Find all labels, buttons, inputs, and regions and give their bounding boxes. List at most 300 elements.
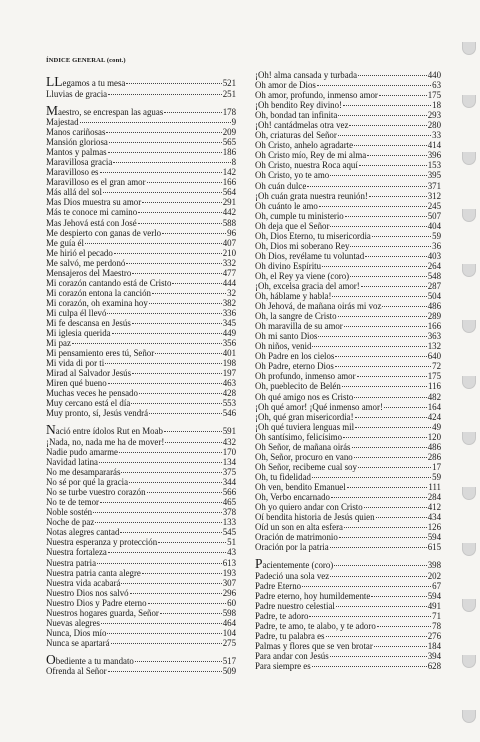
entry-page: 17 [432,461,441,472]
index-entry [255,542,441,552]
index-entry [46,568,236,578]
index-entry [255,120,441,130]
dot-leader [132,373,222,374]
entry-page: 60 [227,597,236,608]
entry-page: 504 [427,291,441,302]
dot-leader [152,293,226,294]
dot-leader [384,407,427,408]
entry-title: Oíd un son en alta esfera [255,522,343,533]
index-entry [255,191,441,201]
entry-page: 209 [222,127,236,138]
index-entry [255,512,441,522]
dot-leader [135,661,222,662]
dot-leader [318,336,426,337]
dot-leader [126,83,221,84]
index-header: ÍNDICE GENERAL (cont.) [46,57,126,64]
entry-title: Navidad latina [46,457,98,468]
entry-page: 284 [427,491,441,502]
entry-title: Para andar con Jesús [255,651,329,662]
thumb-tab [462,376,476,389]
entry-page: 394 [427,651,441,662]
entry-page: 521 [222,78,236,88]
index-entry [46,547,236,557]
entry-page: 198 [222,358,236,369]
entry-title: Oh, háblame y habla! [255,291,332,302]
index-entry [255,502,441,512]
entry-page: 594 [427,532,441,543]
entry-page: 175 [427,90,441,101]
dot-leader [344,326,427,327]
entry-page: 414 [427,140,441,151]
dot-leader [349,125,426,126]
dot-leader [326,636,427,637]
dot-leader [309,616,431,617]
entry-page: 396 [427,150,441,161]
dot-leader [330,576,427,577]
entry-title: Oh, Dios mi soberano Rey [255,240,350,251]
entry-page: 287 [427,280,441,291]
entry-title: Nadie pudo amarme [46,447,118,457]
entry-title: No me desampararás [46,467,121,478]
index-entry [46,507,236,517]
dot-leader [172,283,221,284]
index-entry [46,368,236,378]
entry-page: 133 [222,517,236,528]
index-entry [46,127,236,137]
dot-leader [85,243,222,244]
entry-title: Oh Cristo, nuestra Roca aquí [255,160,358,171]
entry-page: 407 [222,237,236,248]
entry-title: Maestro, se encrespan las aguas [46,104,164,118]
dot-leader [367,155,427,156]
index-entry [255,80,441,90]
entry-page: 564 [222,187,236,198]
entry-page: 51 [227,537,236,548]
dot-leader [354,457,427,458]
entry-page: 345 [222,317,236,328]
entry-title: Mi paz [46,338,71,349]
entry-page: 566 [222,487,236,498]
index-entry [46,328,236,338]
entry-title: Lluvias de gracia [46,88,108,99]
dot-leader [121,472,221,473]
entry-page: 170 [222,447,236,457]
entry-page: 36 [432,240,441,251]
index-entry [255,271,441,281]
entry-title: Manos cariñosas [46,127,106,138]
thumb-tab [462,432,476,445]
dot-leader [99,462,222,463]
entry-page: 553 [222,398,236,409]
dot-leader [312,346,426,347]
index-entry [46,298,236,308]
index-entry [46,117,236,127]
index-entry [255,261,441,271]
entry-title: Oh Padre, eterno Dios [255,361,334,372]
index-entry [46,578,236,588]
entry-page: 356 [222,338,236,349]
entry-title: Nunca se apartará [46,637,110,648]
index-entry [46,105,236,118]
dot-leader [158,542,226,543]
index-entry [46,278,236,288]
entry-title: Oh Padre en los cielos [255,351,335,362]
entry-title: Oración por la patria [255,542,329,553]
dot-leader [108,552,226,553]
thumb-tab [462,487,476,500]
entry-title: Mi iglesia querida [46,328,111,339]
index-entry [255,432,441,442]
entry-title: Nuestros hogares guarda, Señor [46,607,159,618]
entry-page: 202 [427,570,441,581]
entry-page: 166 [427,321,441,332]
dot-leader [142,202,222,203]
index-entry [255,611,441,621]
index-entry [46,408,236,418]
entry-page: 276 [427,631,441,642]
entry-page: 78 [432,620,441,631]
dot-leader [330,226,426,227]
dot-leader [121,583,221,584]
entry-page: 111 [428,481,441,492]
entry-title: Me salvó, me perdonó [46,257,126,268]
entry-page: 134 [222,457,236,468]
dot-leader [120,532,221,533]
entry-page: 293 [427,110,441,121]
entry-title: Padre, te amo, te alabo, y te adoro [255,620,376,631]
index-entry [46,248,236,258]
entry-page: 371 [427,180,441,191]
index-entry [46,638,236,648]
entry-title: Oh Señor, recibeme cual soy [255,461,357,472]
dot-leader [350,276,427,277]
dot-leader [338,115,426,116]
entry-title: Me despierto con ganas de verlo [46,227,162,238]
dot-leader [330,656,427,657]
entry-page: 463 [222,378,236,389]
entry-title: Maravilloso es [46,167,99,178]
entry-title: Oh Jehová, de mañana oirás mi voz [255,301,382,312]
dot-leader [312,666,427,667]
entry-page: 548 [427,270,441,281]
entry-title: Oh amor, profundo, inmenso amor [255,90,378,101]
entry-title: Oh, cumple tu ministerio [255,210,344,221]
index-entry [255,621,441,631]
entry-page: 33 [432,130,441,141]
index-entry [46,447,236,457]
entry-title: Obediente a tu mandato [46,653,134,667]
dot-leader [107,313,221,314]
entry-title: ¡Oh qué tuviera lenguas mil [255,421,355,432]
entry-title: Padre Eterno [255,580,302,591]
entry-page: 132 [427,341,441,352]
index-entry [46,318,236,328]
index-entry [46,228,236,238]
dot-leader [361,286,427,287]
dot-leader [111,643,222,644]
entry-title: Mas Jehová está con José [46,217,137,228]
index-entry [46,608,236,618]
entry-page: 591 [222,426,236,437]
entry-page: 142 [222,167,236,178]
entry-title: LLegamos a tu mesa [46,76,126,89]
index-entry [255,281,441,291]
index-entry [46,654,236,667]
dot-leader [164,431,222,432]
dot-leader [113,162,230,163]
dot-leader [331,497,427,498]
entry-page: 598 [222,607,236,618]
dot-leader [126,263,221,264]
entry-page: 116 [428,381,441,392]
entry-page: 245 [427,200,441,211]
entry-title: Mi pensamiento eres tú, Señor [46,348,155,359]
index-entry [255,150,441,160]
entry-page: 9 [231,117,236,128]
thumb-index-tabs [458,0,480,742]
index-entry [46,268,236,278]
entry-title: Nació entre ídolos Rut en Moab [46,424,163,437]
dot-leader [162,233,226,234]
entry-title: Mi corazón cantando está de Cristo [46,277,172,288]
index-entry [46,487,236,497]
entry-title: Mirad al Salvador Jesús [46,368,132,379]
dot-leader [119,452,222,453]
thumb-tab [462,655,476,668]
dot-leader [343,105,431,106]
entry-title: Oh, tu fidelidad [255,471,311,482]
dot-leader [355,427,431,428]
dot-leader [345,216,427,217]
entry-title: Oh ven, bendito Emanuel [255,481,346,492]
entry-page: 120 [427,431,441,442]
dot-leader [364,507,427,508]
index-entry [46,467,236,477]
entry-title: Padeció una sola vez [255,570,330,581]
dot-leader [142,573,222,574]
index-entry [255,221,441,231]
entry-page: 615 [427,542,441,553]
entry-title: Padre nuestro celestial [255,600,335,611]
dot-leader [355,417,427,418]
index-entry [255,558,441,571]
entry-page: 344 [222,477,236,488]
entry-title: ¡Oh qué amor! ¡Qué inmenso amor! [255,401,383,412]
entry-page: 434 [427,512,441,523]
entry-page: 509 [222,666,236,677]
entry-title: Oh, el Rey ya viene (coro) [255,270,350,281]
dot-leader [377,626,431,627]
index-entry [255,442,441,452]
entry-title: Oh mi santo Dios [255,331,318,342]
index-entry [255,581,441,591]
index-entry [46,497,236,507]
dot-leader [347,487,428,488]
thumb-tab [462,95,476,108]
entry-page: 332 [222,257,236,268]
dot-leader [379,95,427,96]
entry-title: Oh, la sangre de Cristo [255,311,337,322]
left-column [46,70,236,676]
index-entry [255,601,441,611]
entry-page: 251 [222,88,236,99]
entry-page: 444 [222,277,236,288]
dot-leader [371,596,426,597]
index-entry [255,522,441,532]
dot-leader [357,376,427,377]
thumb-tab [462,543,476,556]
index-entry [46,398,236,408]
entry-title: Oh maravilla de su amor [255,321,343,332]
index-entry [255,110,441,120]
entry-title: Mensajeros del Maestro [46,267,132,278]
entry-title: Más te conoce mi camino [46,207,138,218]
entry-title: ¡Oh cuán grata nuestra reunión! [255,190,368,201]
entry-title: Oh, Verbo encarnado [255,491,330,502]
entry-page: 375 [222,467,236,478]
index-entry [46,358,236,368]
dot-leader [382,306,426,307]
entry-title: Me hirió el pecado [46,247,113,258]
index-entry [255,452,441,462]
entry-page: 403 [427,250,441,261]
entry-page: 67 [432,580,441,591]
entry-title: Oh amor de Dios [255,80,316,91]
thumb-tab [462,152,476,165]
entry-title: Oh santísimo, felicísimo [255,431,343,442]
entry-title: Nuestra patria [46,557,97,568]
entry-page: 477 [222,267,236,278]
dot-leader [138,212,222,213]
dot-leader [354,145,427,146]
entry-page: 594 [427,590,441,601]
entry-page: 72 [432,361,441,372]
dot-leader [334,565,426,566]
entry-page: 449 [222,328,236,339]
entry-title: Más allá del sol [46,187,102,198]
right-column [255,70,441,671]
entry-title: Majestad [46,117,79,128]
index-entry [46,537,236,547]
entry-page: 289 [427,311,441,322]
dot-leader [130,593,222,594]
dot-leader [338,135,431,136]
dot-leader [100,172,222,173]
index-entry [255,532,441,542]
thumb-tab [462,264,476,277]
entry-page: 507 [427,210,441,221]
entry-title: Mi fe descansa en Jesús [46,317,131,328]
entry-title: Muy cercano está el día [46,398,131,409]
entry-title: Oh, bondad tan infinita [255,110,338,121]
entry-title: Mantos y palmas [46,147,107,158]
index-entry [255,361,441,371]
dot-leader [374,646,427,647]
index-entry [46,666,236,676]
index-entry [46,527,236,537]
entry-page: 378 [222,507,236,518]
index-entry [255,181,441,191]
dot-leader [148,603,227,604]
index-entry [255,311,441,321]
entry-title: Nuestra esperanza y protección [46,537,158,548]
index-entry [255,321,441,331]
entry-title: Para siempre es [255,661,311,672]
dot-leader [112,333,222,334]
entry-title: No te de temor [46,497,99,508]
entry-title: Oh, criaturas del Señor [255,130,337,141]
index-entry [46,628,236,638]
entry-title: Oh niños, venid [255,341,312,352]
entry-title: Padre, te adoro [255,610,309,621]
entry-page: 63 [432,80,441,91]
index-entry [255,571,441,581]
entry-title: Oh cuán dulce [255,180,307,191]
index-entry [255,170,441,180]
entry-title: ¡Oh! alma cansada y turbada [255,70,358,80]
index-entry [46,167,236,177]
entry-page: 153 [427,160,441,171]
dot-leader [338,316,427,317]
index-entry [255,371,441,381]
entry-title: Miren qué bueno [46,378,107,389]
dot-leader [322,266,427,267]
entry-title: Nunca, Dios mío [46,627,107,638]
entry-title: Me guía él [46,237,84,248]
dot-leader [131,403,221,404]
entry-title: Mi corazón entona la canción [46,287,151,298]
entry-page: 186 [222,147,236,158]
entry-page: 465 [222,497,236,508]
index-entry [255,631,441,641]
index-entry [255,291,441,301]
dot-leader [335,356,426,357]
dot-leader [132,273,221,274]
dot-leader [95,522,221,523]
dot-leader [376,517,427,518]
entry-page: 71 [432,610,441,621]
dot-leader [343,437,427,438]
entry-title: Pacientemente (coro) [255,558,334,571]
entry-page: 59 [432,471,441,482]
dot-leader [93,512,222,513]
dot-leader [359,165,427,166]
entry-title: Oh yo quiero andar con Cristo [255,502,363,513]
entry-title: ¡Nada, no, nada me ha de mover! [46,436,165,447]
dot-leader [101,623,222,624]
entry-page: 412 [427,502,441,513]
thumb-tab [462,599,476,612]
entry-title: Oh deja que el Señor [255,220,330,231]
dot-leader [129,482,222,483]
entry-title: Muchas veces he pensado [46,388,138,399]
index-entry [46,388,236,398]
entry-page: 382 [222,297,236,308]
entry-page: 291 [222,197,236,208]
entry-page: 640 [427,351,441,362]
dot-leader [108,94,222,95]
entry-page: 18 [432,100,441,111]
index-entry [255,90,441,100]
thumb-tab [462,320,476,333]
entry-title: Oh Cristo mío, Rey de mi alma [255,150,367,161]
entry-title: Nuestra fortaleza [46,547,107,558]
index-entry [255,211,441,221]
index-entry [255,130,441,140]
entry-page: 628 [427,661,441,672]
entry-page: 401 [222,348,236,359]
index-entry [255,100,441,110]
